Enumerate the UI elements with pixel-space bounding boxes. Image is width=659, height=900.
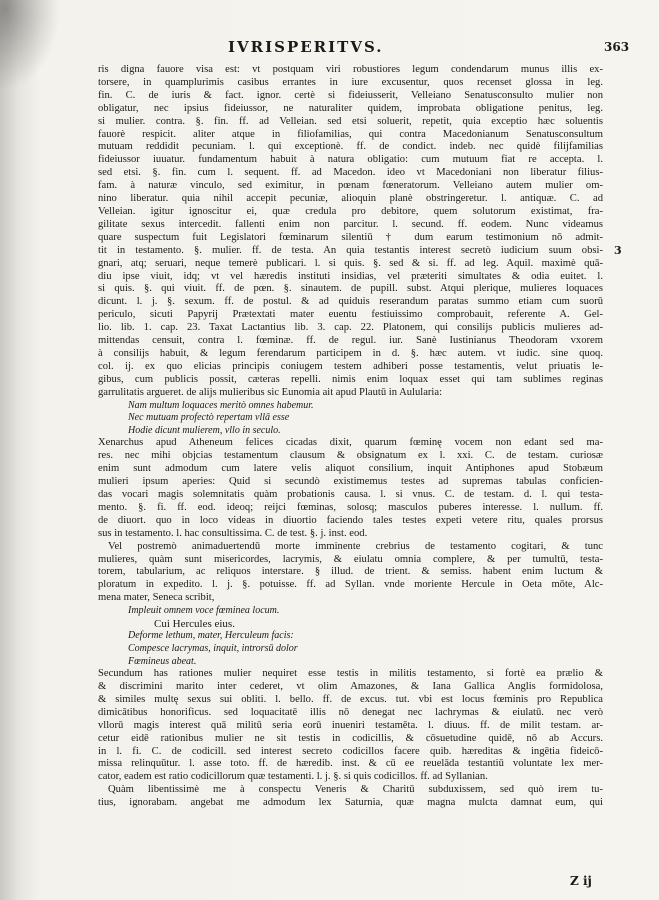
text-line: si quis. §. qui viuit. ff. de pœn. §. sinautem. de pupill. subst. Atqui plerique, mulieres loquaces xyxy=(98,283,603,295)
text-line: de diuort. quo in loco videas in diuortio faciendo tales testes expeti vetere ritu, quales prorsus xyxy=(98,514,603,526)
text-line: das vocari magis solemnitatis quàm probationis causa. l. si vnus. C. de testam. d. l. qui testa- xyxy=(98,488,603,500)
text-line: cetur eidē rationibus mulier ne sit testis in codicillis, & cōsuetudine quidē, nō ab Accurs. xyxy=(98,732,603,744)
text-line: & discrimini marito inter cederet, vt olim Amazones, & Iana Gallica Anglis formidolosa, xyxy=(98,681,603,692)
text-line: mutuam reddidit pecuniam. l. qui exceptionè. ff. de condict. indeb. nec quidè filijfamilias xyxy=(98,141,603,153)
text-line: fideiussor iuuatur. fundamentum habuit à natura obligatio: cum mutuum fiat re accepta. l. xyxy=(98,154,603,166)
text-line: mulieri ipsum aperies: Quid si secundò existimemus testes ad supremas tabulas conficien- xyxy=(98,476,603,488)
verse-line: Nec mutuam profectò repertam vllā esse xyxy=(128,412,290,424)
text-line: vllorū magis interest quā militū seria eorū inueniri testamēta. l. diuus. ff. de milit testam. ar- xyxy=(98,719,603,731)
running-title: IVRISPERITVS. xyxy=(228,38,384,56)
text-line: mento. §. fi. ff. eod. ideoq; reijci fœminas, solosq; masculos puberes interesse. l. nullum. ff. xyxy=(98,501,603,513)
text-line: sed etsi. §. fin. cum l. sequent. ff. ad Macedon. ideo vt Macedoniani non liberatur filius- xyxy=(98,167,603,179)
text-line: Vel postremò animaduertendū morte imminente crebrius de testamento cogitari, & tunc xyxy=(108,540,603,552)
verse-line: Cui Hercules eius. xyxy=(154,617,235,630)
text-line: ploratum in expedito. l. j. §. potuisse. ff. ad Syllan. vnde moriente Hercule in Oeta mōte, Alc- xyxy=(98,579,603,591)
text-line: cator, eadem est ratio codicillorum quæ testamenti. l. j. §. si quis codicillos. ff. ad Syllanian. xyxy=(98,771,488,783)
scan-shadow xyxy=(0,0,60,90)
body-text xyxy=(98,64,603,810)
text-line: fam. à naturæ vinculo, sed eximitur, in pœnam fœneratorum. Velleiano autem mulier om- xyxy=(98,180,603,192)
text-line: res. nec mihi objcias testamentum clausum & obsignatum ex l. xxi. C. de testam. curiosæ xyxy=(98,450,603,462)
margin-note: 3 xyxy=(614,244,622,257)
text-line: diu ipse viuit, idq; vt vel hæredis instituti insidias, vel præteriti simultates & odia euitet. l. xyxy=(98,270,603,282)
text-line: missa relinquūtur. l. asse toto. ff. de hæredib. inst. & cū ee reuelāda testantiū voluntate lex mer- xyxy=(98,758,603,770)
text-line: torem, tabularium, ac reliquos interstare. § illud. de trient. & semiss. habent enim luctum & xyxy=(98,566,603,578)
text-line: quare suspectum fuit Legislatori fœminarum silentiū † dum earum testimonium nō admit- xyxy=(98,231,603,243)
text-line: periculo, sicuti Papyrij Prætextati mater euentu festiuissimo comprobauit, referente A. Gel- xyxy=(98,309,603,321)
text-line: gnari, atq; seruari, neque temerè publicari. l. si quis. §. sed & si. ff. ad leg. Aquil. maximè quā- xyxy=(98,257,603,269)
text-line: col. ij. ex quo elicias principis coniugem testem adhiberi posse testamentis, velut priuatis le- xyxy=(98,360,603,372)
verse-line: Compesce lacrymas, inquit, introrsū dolor xyxy=(128,642,298,654)
verse-line: Nam multum loquaces meritò omnes habemur. xyxy=(128,399,314,411)
verse-line: Fœmineus abeat. xyxy=(128,655,197,667)
verse-line: Impleuit omnem voce fœminea locum. xyxy=(128,605,280,617)
text-line: mena mater, Seneca scribit, xyxy=(98,592,215,604)
text-line: Quàm libentissimè me à conspectu Veneris & Charitū subduxissem, sed quò irem tu- xyxy=(108,784,603,796)
text-line: ris digna fauore visa est: vt postquam viri robustiores legum condendarum munus illis ex- xyxy=(98,64,603,75)
text-line: Secundum has rationes mulier nequiret esse testis in militis testamento, si fortè ea prælio & xyxy=(98,668,603,680)
text-line: si mulier. contra. §. fin. ff. ad Velleian. sed etsi soluerit, repetit, quia exceptio hæc soluentis xyxy=(98,115,603,127)
text-line: Xenarchus apud Atheneum felices cicadas dixit, quarum fœminę vocem non edant sed ma- xyxy=(98,437,603,449)
text-line: garrulitatis argueret. de alijs mulieribus sic Eunomia ait apud Plautū in Aulularia: xyxy=(98,386,443,398)
text-line: fauorè respicit. aliter atque in filiofamilias, qui contra Macedonianum Senatusconsultum xyxy=(98,128,603,140)
text-line: & similes multę sexus sui obliti. l. bello. ff. de excus. tut. vbi est locus fœminis pro Republica xyxy=(98,693,603,705)
signature-mark: Z ij xyxy=(570,874,592,888)
text-line: mulieres, quàm sunt misericordes, lacrymis, & eiulatu omnia complere, & per tumultū, testa- xyxy=(98,553,603,565)
text-line: sus in testamento. l. hac consultissima. C. de test. §. j. inst. eod. xyxy=(98,527,368,539)
text-line: mittendas censuit, contra l. fœminæ. ff. de regul. iur. Sanè Iustinianus Theodoram vxorem xyxy=(98,335,603,347)
text-line: gibus, cum publicis possit, cæteras repelli. nimis enim loquax esset qui tam sublimes reginas xyxy=(98,373,603,385)
text-line: tius, ignorabam. angebat me admodum lex Saturnia, quæ magna mulcta damnat eum, qui xyxy=(98,797,603,809)
verse-line: Deforme lethum, mater, Herculeum facis: xyxy=(128,630,294,642)
text-line: dicunt. l. j. §. sexum. ff. de postul. & ad quiduis reserandum paratas summo etiam cum suorū xyxy=(98,296,603,308)
text-line: nino liberatur. quia nihil accepit pecuniæ, alioquin planè obstringeretur. l. antiquæ. C. ad xyxy=(98,193,603,205)
text-line: dimicātibus honorificus. sed loquacitatē illis nō denegat nec lachrymas & eiulatū. nec verò xyxy=(98,706,603,718)
text-line: à consilijs habuit, & legum ferendarum participem in d. §. hæc autem. vt iudic. sine quoq. xyxy=(98,347,603,359)
text-line: tit in testamento. §. mulier. ff. de testa. An quia testantis interest secretò iudicium suum obsi- xyxy=(98,244,603,256)
text-line: gilitate sexus intercedit. fallenti enim non parcitur. l. secund. ff. eodem. Nunc videamus xyxy=(98,218,603,230)
text-line: Velleian. igitur ignoscitur ei, quæ credula pro debitore, quem solutorum existimat, fra- xyxy=(98,205,603,217)
text-line: lio. lib. 1. cap. 23. Taxat Lactantius lib. 3. cap. 22. Platonem, qui consilijs publicis mulieres ad- xyxy=(98,322,603,334)
page-number: 363 xyxy=(604,40,630,54)
text-line: in l. fi. C. de codicill. sed interest secreto codicillos facere quib. hæreditas & ingētia fideicō- xyxy=(98,745,603,757)
text-line: torsere, in quamplurimis casibus errantes in iure excusentur, quos recenset glossa in leg. xyxy=(98,76,603,88)
verse-line: Hodie dicunt mulierem, vllo in seculo. xyxy=(128,424,281,436)
text-line: fin. C. de iuris & fact. ignor. certè si fideiusserit, Velleiano Senatusconsulto mulier non xyxy=(98,89,603,101)
text-line: enim sunt admodum cum latere velis aliquot consilium, inquit Antiphones apud Stobæum xyxy=(98,463,603,475)
text-line: obligatur, nec ipsius fideiussor, ne naturaliter quidem, improbata obligatione penitus, leg. xyxy=(98,102,603,114)
